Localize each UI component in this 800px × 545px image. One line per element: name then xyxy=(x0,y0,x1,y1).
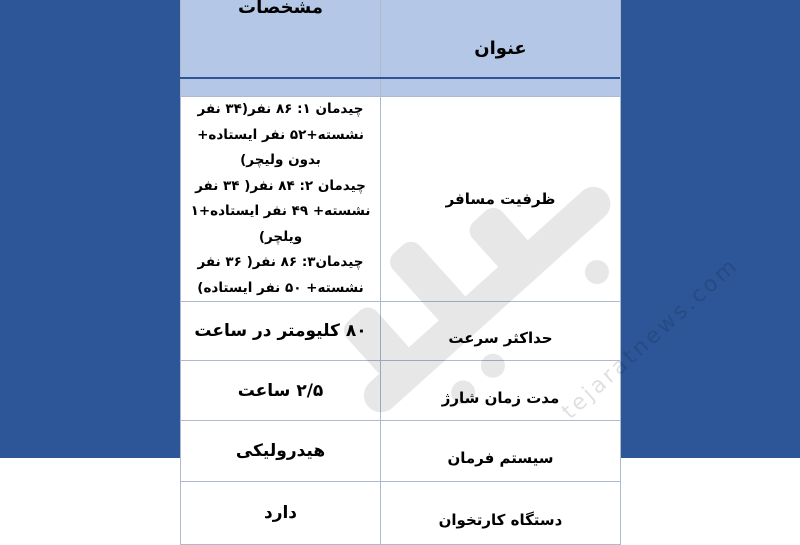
table-row xyxy=(181,482,621,545)
spec-line: نشسته+۵۲ نفر ایستاده+ xyxy=(197,126,364,143)
title-column-header: عنوان xyxy=(381,0,621,97)
row-spec: ۸۰ کلیومتر در ساعت xyxy=(181,302,381,361)
spec-line: ویلچر) xyxy=(258,228,303,245)
header-divider-line xyxy=(180,77,620,79)
row-spec: هیدرولیکی xyxy=(181,421,381,482)
table-row xyxy=(181,302,621,361)
row-spec: ۲/۵ ساعت xyxy=(181,361,381,421)
table-row xyxy=(181,361,621,421)
row-spec: دارد xyxy=(181,482,381,545)
row-title: ظرفیت مسافر xyxy=(381,97,621,302)
row-title: مدت زمان شارژ xyxy=(381,361,621,421)
spec-line: چیدمان ۲: ۸۴ نفر( ۳۴ نفر xyxy=(195,177,366,194)
row-title: دستگاه کارتخوان xyxy=(381,482,621,545)
row-title: سیستم فرمان xyxy=(381,421,621,482)
specs-table xyxy=(180,0,621,545)
spec-line: چیدمان ۱: ۸۶ نفر(۳۴ نفر xyxy=(197,101,364,117)
table-row xyxy=(181,421,621,482)
table-row xyxy=(181,97,621,302)
spec-column-header: مشخصات xyxy=(181,0,381,97)
right-side-panel xyxy=(620,0,800,458)
table-header-row xyxy=(181,0,621,97)
spec-line: بدون ولیچر) xyxy=(240,152,321,168)
spec-line: نشسته+ ۵۰ نفر ایستاده) xyxy=(197,279,364,296)
spec-line: نشسته+ ۴۹ نفر ایستاده+۱ xyxy=(190,203,371,219)
spec-line: چیدمان۳: ۸۶ نفر( ۳۶ نفر xyxy=(197,254,364,270)
left-side-panel xyxy=(0,0,180,458)
row-spec xyxy=(181,97,381,302)
row-title: حداکثر سرعت xyxy=(381,302,621,361)
